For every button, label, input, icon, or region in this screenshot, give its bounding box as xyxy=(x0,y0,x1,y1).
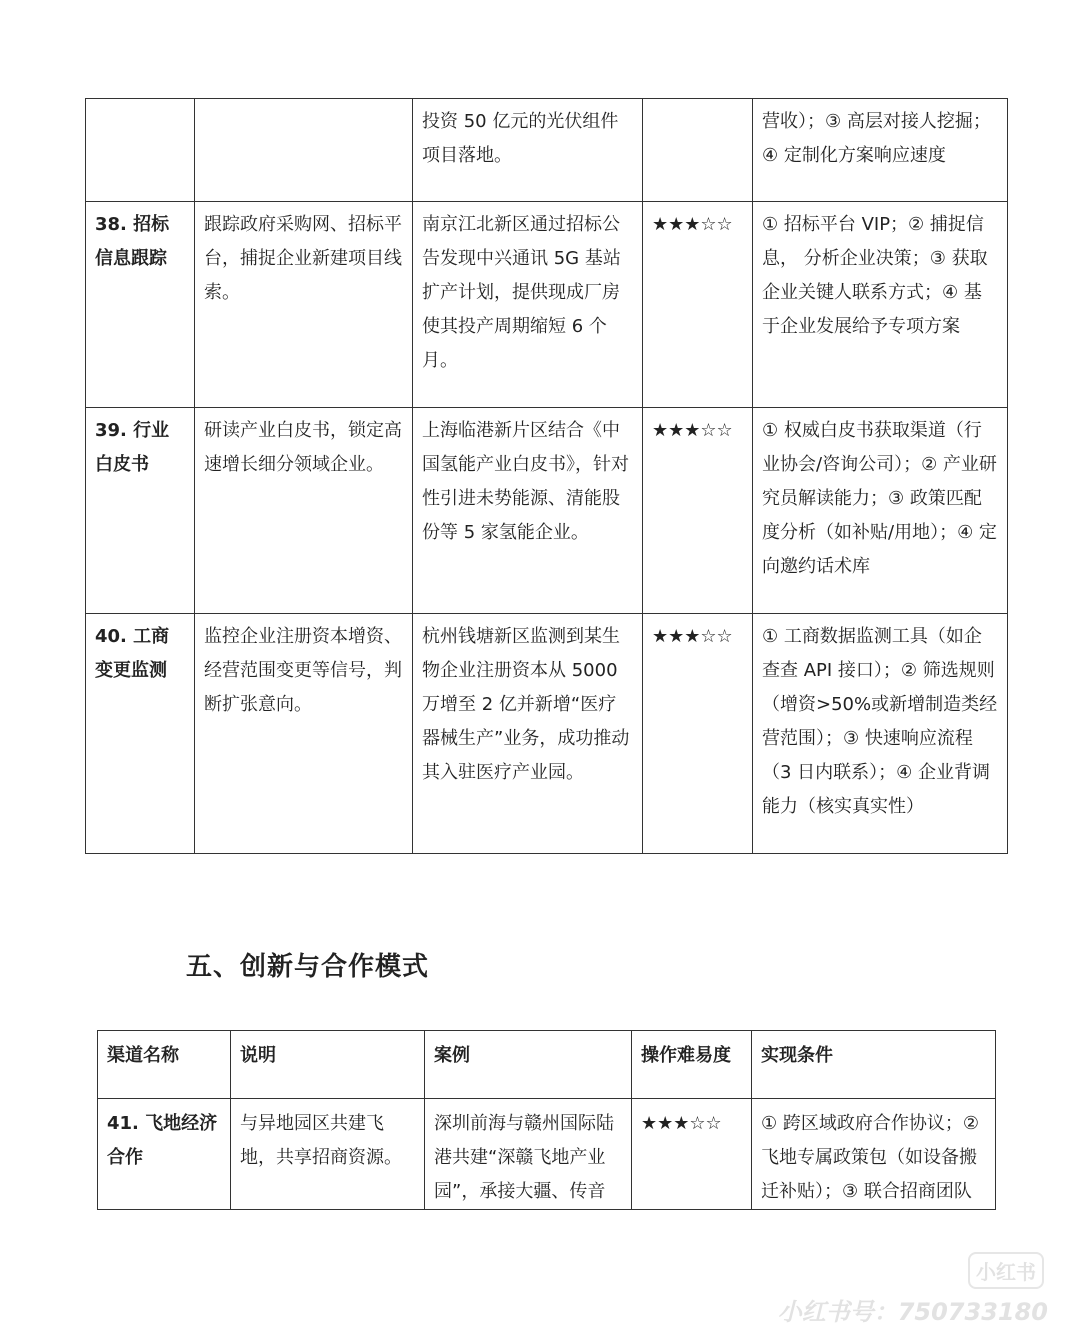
description-cell: 与异地园区共建飞地，共享招商资源。 xyxy=(231,1099,425,1210)
difficulty-cell: ★★★☆☆ xyxy=(632,1099,752,1210)
channel-name-cell: 40. 工商变更监测 xyxy=(86,614,195,854)
channel-table-continued xyxy=(85,98,1008,854)
conditions-cell: ① 权威白皮书获取渠道（行业协会/咨询公司）；② 产业研究员解读能力；③ 政策匹配度分析（如补贴/用地）；④ 定向邀约话术库 xyxy=(753,408,1008,614)
table-row xyxy=(86,202,1008,408)
channel-name-cell: 38. 招标信息跟踪 xyxy=(86,202,195,408)
difficulty-cell xyxy=(643,99,753,202)
case-cell: 投资 50 亿元的光伏组件项目落地。 xyxy=(413,99,643,202)
table-row xyxy=(98,1099,996,1210)
section-title: 五、创新与合作模式 xyxy=(186,952,430,982)
header-conditions: 实现条件 xyxy=(752,1031,996,1099)
description-cell: 监控企业注册资本增资、经营范围变更等信号，判断扩张意向。 xyxy=(195,614,413,854)
table-row xyxy=(86,99,1008,202)
header-description: 说明 xyxy=(231,1031,425,1099)
table-row xyxy=(86,614,1008,854)
conditions-cell: ① 跨区域政府合作协议；② 飞地专属政策包（如设备搬迁补贴）；③ 联合招商团队 xyxy=(752,1099,996,1210)
conditions-cell: 营收）；③ 高层对接人挖掘；④ 定制化方案响应速度 xyxy=(753,99,1008,202)
case-cell: 深圳前海与赣州国际陆港共建“深赣飞地产业园”，承接大疆、传音 xyxy=(425,1099,632,1210)
case-cell: 上海临港新片区结合《中国氢能产业白皮书》，针对性引进未势能源、清能股份等 5 家氢能企业。 xyxy=(413,408,643,614)
case-cell: 南京江北新区通过招标公告发现中兴通讯 5G 基站扩产计划，提供现成厂房使其投产周期缩短 6 个月。 xyxy=(413,202,643,408)
header-difficulty: 操作难易度 xyxy=(632,1031,752,1099)
description-cell: 研读产业白皮书，锁定高速增长细分领域企业。 xyxy=(195,408,413,614)
innovation-channel-table xyxy=(97,1030,996,1210)
channel-name-cell xyxy=(86,99,195,202)
conditions-cell: ① 招标平台 VIP；② 捕捉信息， 分析企业决策；③ 获取企业关键人联系方式；④ 基于企业发展给予专项方案 xyxy=(753,202,1008,408)
description-cell xyxy=(195,99,413,202)
header-channel-name: 渠道名称 xyxy=(98,1031,231,1099)
watermark-id: 小红书号：750733180 xyxy=(777,1298,1048,1326)
conditions-cell: ① 工商数据监测工具（如企查查 API 接口）；② 筛选规则（增资>50%或新增制造类经营范围）；③ 快速响应流程（3 日内联系）；④ 企业背调能力（核实真实性） xyxy=(753,614,1008,854)
channel-name-cell: 39. 行业白皮书 xyxy=(86,408,195,614)
table-row xyxy=(86,408,1008,614)
header-case: 案例 xyxy=(425,1031,632,1099)
watermark-logo: 小红书 xyxy=(968,1252,1044,1289)
difficulty-cell: ★★★☆☆ xyxy=(643,202,753,408)
channel-name-cell: 41. 飞地经济合作 xyxy=(98,1099,231,1210)
difficulty-cell: ★★★☆☆ xyxy=(643,614,753,854)
difficulty-cell: ★★★☆☆ xyxy=(643,408,753,614)
table-header-row xyxy=(98,1031,996,1099)
case-cell: 杭州钱塘新区监测到某生物企业注册资本从 5000 万增至 2 亿并新增“医疗器械生产”业务，成功推动其入驻医疗产业园。 xyxy=(413,614,643,854)
description-cell: 跟踪政府采购网、招标平台，捕捉企业新建项目线索。 xyxy=(195,202,413,408)
